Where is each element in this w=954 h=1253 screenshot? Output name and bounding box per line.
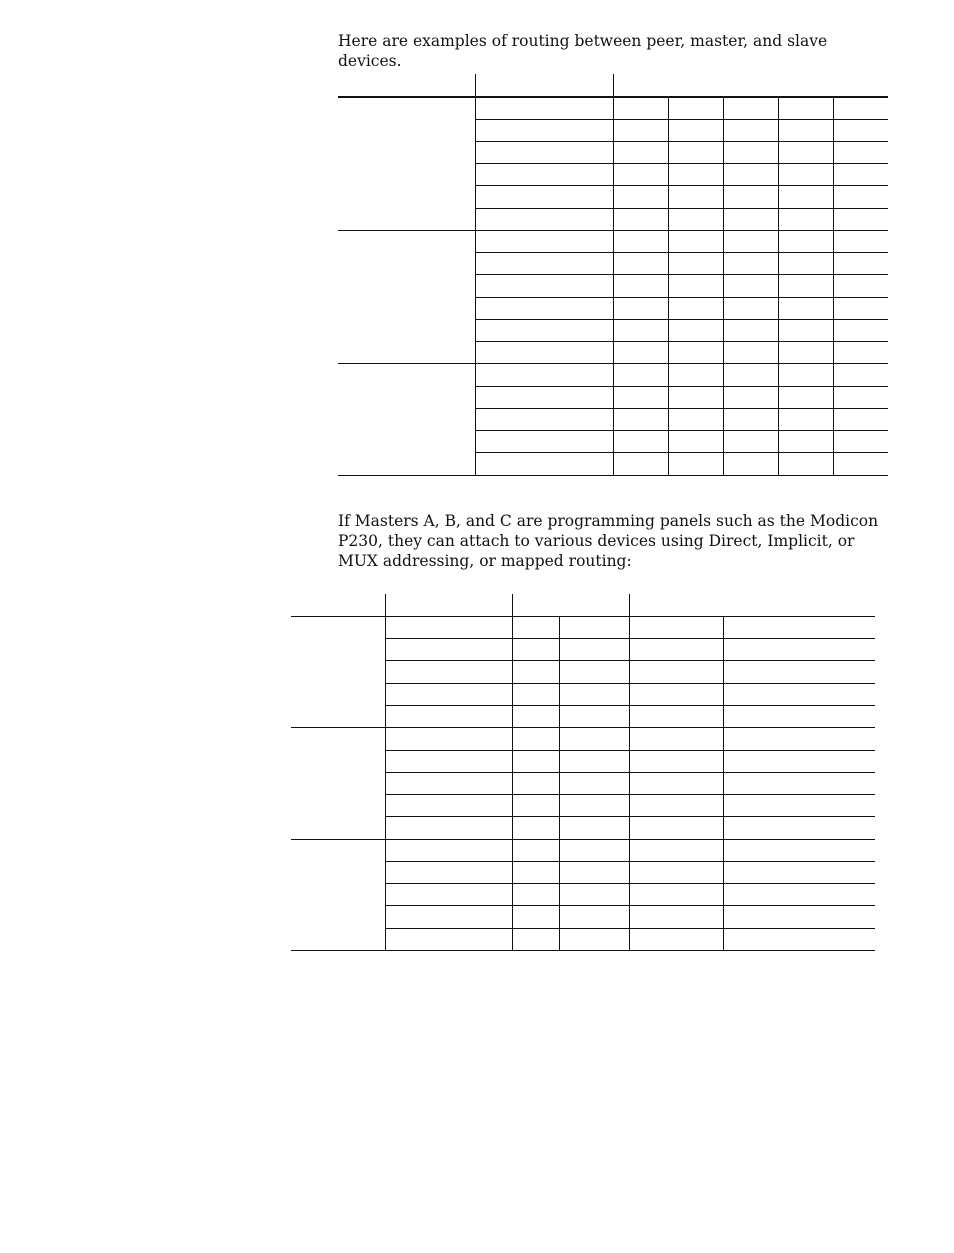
table-2-lines — [291, 594, 875, 951]
programming-panels-paragraph: If Masters A, B, and C are programming panels such as the Modicon P230, they can attach to various devices using Direct, Implicit, or MUX addressing, or mapped routing: — [338, 512, 879, 570]
intro-paragraph: Here are examples of routing between peer, master, and slave devices. — [338, 32, 828, 70]
